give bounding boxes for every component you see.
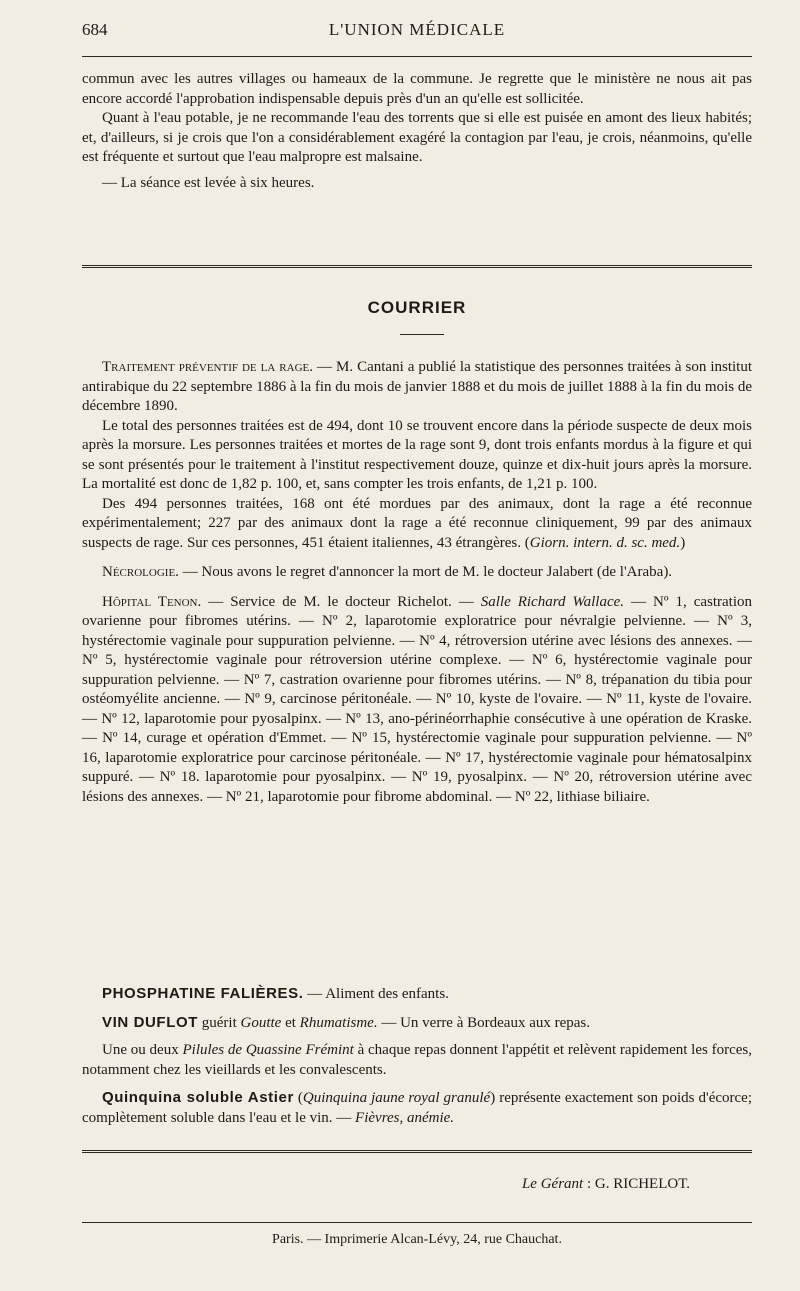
page-header xyxy=(82,20,752,48)
rage-paragraph-1 xyxy=(82,358,752,417)
running-title: L'UNION MÉDICALE xyxy=(328,20,506,39)
ad-quinquina-indications: Fièvres, anémie. xyxy=(355,1109,455,1126)
hospital-ward: Salle Richard Wallace. xyxy=(480,593,625,610)
ad-quassine xyxy=(82,1041,752,1080)
ad-vin-duflot-text-3: — Un verre à Bordeaux aux repas. xyxy=(377,1014,590,1031)
footer-divider-top xyxy=(82,1150,752,1153)
rage-source-close: ) xyxy=(680,534,686,551)
footer-divider-bottom xyxy=(82,1222,752,1223)
hospital-heading: Hôpital Tenon. xyxy=(102,593,202,610)
necrology-text: — Nous avons le regret d'annoncer la mort de M. le docteur Jalabert (de l'Araba). xyxy=(178,564,673,580)
ad-vin-duflot-text-1: guérit xyxy=(198,1014,241,1031)
intro-paragraph-1: commun avec les autres villages ou hameaux de la commune. Je regrette que le ministère ne nous ait pas encore accordé l'approbation indispensable depuis près d'un an qu'elle est sollicitée. xyxy=(82,71,752,107)
ad-phosphatine xyxy=(82,984,752,1005)
manager-name: : G. RICHELOT. xyxy=(583,1176,690,1192)
ad-quassine-product: Pilules de Quassine Frémint xyxy=(182,1042,354,1058)
ad-quinquina xyxy=(82,1088,752,1128)
ad-vin-duflot-text-2: et xyxy=(281,1014,300,1031)
section-divider xyxy=(82,265,752,268)
rage-paragraph-2: Le total des personnes traitées est de 494, dont 10 se trouvent encore dans la période suspecte de deux mois après la morsure. Les personnes traitées et mortes de la rage sont 9, dont trois enfants mordus à la figure et qui se sont présentés pour le traitement à l'institut respectivement douze, quinze et dix-huit jours après la morsure. La mortalité est donc de 1,82 p. 100, et, sans compter les trois enfants, de 1,21 p. 100. xyxy=(82,417,752,492)
manager-label: Le Gérant xyxy=(521,1176,584,1192)
rage-text-3: Des 494 personnes traitées, 168 ont été mordues par des animaux, dont la rage a été reconnue expérimentalement; 227 par des animaux dont la rage a été reconnue cliniquement, 99 par des animaux suspects de rage. Sur ces personnes, 451 étaient italiennes, 43 étrangères. ( xyxy=(82,495,752,551)
rage-text-1: — M. Cantani a publié la statistique des personnes traitées à son institut antirabique du 22 septembre 1886 à la fin du mois de janvier 1888 et du mois de juillet 1888 à la fin du mois de décembre 1890. xyxy=(82,359,752,414)
hospital-text-2: — Nº 1, castration ovarienne pour fibromes utérins. — Nº 2, laparotomie exploratrice pour névralgie pelvienne. — Nº 3, hystérectomie vaginale pour suppuration pelvienne. — Nº 4, rétroversion utérine avec lésions des annexes. — Nº 5, hystérectomie vaginale pour rétroversion utérine complexe. — Nº 6, hystérectomie vaginale pour suppuration pelvienne. — Nº 7, castration ovarienne pour fibromes utérins. — Nº 8, trépanation du tibia pour ostéomyélite ancienne. — Nº 9, carcinose péritonéale. — Nº 10, kyste de l'ovaire. — Nº 11, kyste de l'ovaire. — Nº 12, laparotomie pour pyosalpinx. — Nº 13, ano-périnéorrhaphie consécutive à une opération de Kraske. — Nº 14, curage et opération d'Emmet. — Nº 15, hystérectomie vaginale pour suppuration pelvienne. — Nº 16, laparotomie exploratrice pour carcinose péritonéale. — Nº 17, hystérectomie vaginale pour hématosalpinx suppuré. — Nº 18. laparotomie pour pyosalpinx. — Nº 19, pyosalpinx. — Nº 20, rétroversion utérine avec lésions des annexes. — Nº 21, laparotomie pour fibrome abdominal. — Nº 22, lithiase biliaire. xyxy=(82,593,753,805)
rage-paragraph-3 xyxy=(82,495,752,554)
ad-vin-duflot-rhumatisme: Rhumatisme. xyxy=(299,1014,378,1031)
ad-phosphatine-name: PHOSPHATINE FALIÈRES. xyxy=(102,985,304,1002)
manager-signature xyxy=(82,1176,690,1193)
title-underline xyxy=(400,334,444,335)
ad-quinquina-text-2: ) représente exactement son poids d'écorce; complètement soluble dans l'eau et le vin. — xyxy=(82,1090,752,1126)
ad-phosphatine-text: — Aliment des enfants. xyxy=(303,986,449,1002)
ad-vin-duflot xyxy=(82,1013,752,1034)
necrology-heading: Nécrologie. xyxy=(102,564,179,580)
rage-source: Giorn. intern. d. sc. med. xyxy=(529,534,681,551)
ad-quassine-text-1: Une ou deux xyxy=(102,1042,183,1058)
courrier-section xyxy=(82,358,752,807)
printer-line: Paris. — Imprimerie Alcan-Lévy, 24, rue Chauchat. xyxy=(272,1232,562,1247)
section-title-courrier: COURRIER xyxy=(367,298,467,317)
ad-quinquina-name: Quinquina soluble Astier xyxy=(102,1089,294,1106)
ad-vin-duflot-goutte: Goutte xyxy=(240,1014,282,1031)
hospital-text-1: — Service de M. le docteur Richelot. — xyxy=(201,593,481,610)
ad-quinquina-text-1: ( xyxy=(293,1090,303,1106)
intro-section xyxy=(82,70,752,193)
header-rule xyxy=(82,56,752,57)
necrology-paragraph xyxy=(82,563,752,583)
ad-vin-duflot-name: VIN DUFLOT xyxy=(102,1013,198,1031)
ad-quassine-text-2: à chaque repas donnent l'appétit et relèvent rapidement les forces, notamment chez les vieillards et les convalescents. xyxy=(82,1042,752,1078)
page-number: 684 xyxy=(82,20,108,39)
session-closing: — La séance est levée à six heures. xyxy=(102,174,315,191)
intro-paragraph-2: Quant à l'eau potable, je ne recommande l'eau des torrents que si elle est puisée en amont des lieux habités; et, d'ailleurs, si je crois que l'on a considérablement exagéré la contagion par l'eau, je crois, néanmoins, qu'elle est fréquente et surtout que l'eau malpropre est malsaine. xyxy=(82,110,752,165)
ad-quinquina-variety: Quinquina jaune royal granulé xyxy=(302,1090,491,1106)
hospital-paragraph xyxy=(82,593,752,808)
rage-heading: Traitement préventif de la rage. xyxy=(102,359,314,375)
advertisements xyxy=(82,984,752,1128)
